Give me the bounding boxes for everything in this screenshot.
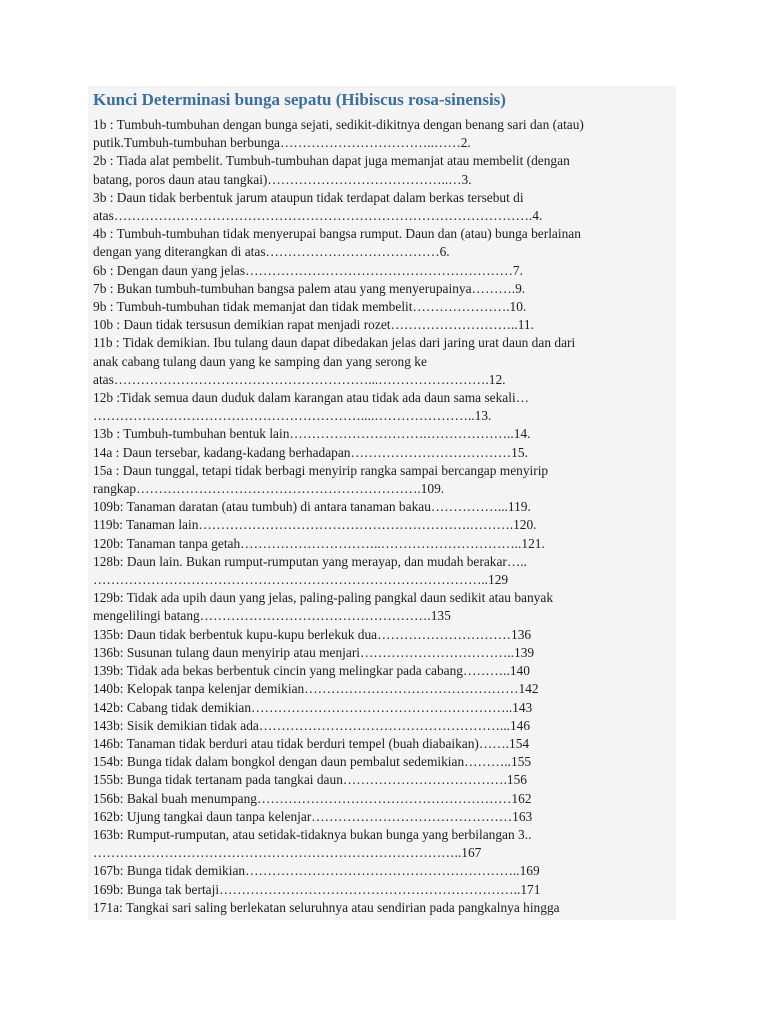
key-entry-continuation: anak cabang tulang daun yang ke samping dan yang serong ke [93,353,427,369]
key-entry [93,425,673,443]
key-entry [93,826,673,862]
key-entry-text: 13b : Tumbuh-tumbuhan bentuk lain………………………….………………..14. [93,426,531,442]
key-entry [93,626,673,644]
key-entry-text: 2b : Tiada alat pembelit. Tumbuh-tumbuhan dapat juga memanjat atau membelit (dengan [93,153,570,169]
key-entry-text: 162b: Ujung tangkai daun tanpa kelenjar………………………………………163 [93,808,533,824]
key-entry [93,298,673,316]
key-entry [93,862,673,880]
key-entry-continuation: ……………………………………………………………………………..129 [93,572,509,588]
key-entry-continuation: ……………………………………………………....…………………..13. [93,408,492,424]
key-entry [93,680,673,698]
key-entry-text: 128b: Daun lain. Bukan rumput-rumputan yang merayap, dan mudah berakar….. [93,553,527,569]
key-entry-text: 119b: Tanaman lain…………………………………………………….……….120. [93,517,537,533]
key-entry-continuation: putik.Tumbuh-tumbuhan berbunga……………………………..……2. [93,135,471,151]
key-entry-text: 135b: Daun tidak berbentuk kupu-kupu berlekuk dua…………………………136 [93,626,532,642]
key-entry [93,899,673,917]
key-entry [93,444,673,462]
key-entry [93,152,673,188]
key-entry-text: 10b : Daun tidak tersusun demikian rapat menjadi rozet………………………..11. [93,317,534,333]
key-entry [93,644,673,662]
key-entry-text: 4b : Tumbuh-tumbuhan tidak menyerupai bangsa rumput. Daun dan (atau) bunga berlainan [93,226,581,242]
key-entry [93,189,673,225]
key-entry [93,535,673,553]
key-entry [93,516,673,534]
key-entry-continuation: ………………………………………………………………………..167 [93,845,482,861]
key-entry [93,116,673,152]
key-entry [93,316,673,334]
key-entry-text: 1b : Tumbuh-tumbuhan dengan bunga sejati, sedikit-dikitnya dengan benang sari dan (atau) [93,117,584,132]
key-entry [93,262,673,280]
key-entry-text: 146b: Tanaman tidak berduri atau tidak berduri tempel (buah diabaikan)…….154 [93,735,530,751]
key-entry-text: 11b : Tidak demikian. Ibu tulang daun dapat dibedakan jelas dari jaring urat daun dan dari [93,335,576,351]
key-entry-text: 139b: Tidak ada bekas berbentuk cincin yang melingkar pada cabang………..140 [93,663,530,679]
key-entry-text: 7b : Bukan tumbuh-tumbuhan bangsa palem atau yang menyerupainya……….9. [93,280,526,296]
key-entry-continuation: atas………………………………………………………………………………….4. [93,208,543,224]
key-entry [93,717,673,735]
document-page [88,86,676,920]
key-entry [93,753,673,771]
key-entry [93,334,673,389]
key-entry [93,589,673,625]
key-entry-text: 14a : Daun tersebar, kadang-kadang berhadapan………………………………15. [93,444,528,460]
key-entry-continuation: mengelilingi batang…………………………………………….135 [93,608,451,624]
key-entry-text: 6b : Dengan daun yang jelas……………………………………………………7. [93,262,523,278]
key-entry-text: 136b: Susunan tulang daun menyirip atau menjari……………………………..139 [93,644,535,660]
key-entry-continuation: atas…………………………………………………...…………………….12. [93,371,506,387]
key-entry [93,790,673,808]
key-entry-text: 167b: Bunga tidak demikian……………………………………………………..169 [93,863,540,879]
key-entry-text: 163b: Rumput-rumputan, atau setidak-tidaknya bukan bunga yang berbilangan 3.. [93,826,532,842]
key-entry [93,389,673,425]
key-entry [93,280,673,298]
key-entry [93,881,673,899]
key-entry-text: 155b: Bunga tidak tertanam pada tangkai daun……………………………….156 [93,772,528,788]
key-entry-text: 142b: Cabang tidak demikian…………………………………………………..143 [93,699,533,715]
key-entry-text: 109b: Tanaman daratan (atau tumbuh) di antara tanaman bakau……………...119. [93,499,531,515]
key-entry-text: 140b: Kelopak tanpa kelenjar demikian…………………………………………142 [93,681,539,697]
key-entry [93,735,673,753]
key-entry-text: 143b: Sisik demikian tidak ada………………………………………………...146 [93,717,531,733]
key-entry-text: 171a: Tangkai sari saling berlekatan seluruhnya atau sendirian pada pangkalnya hingga [93,899,560,915]
determination-key-list [93,116,673,917]
key-entry [93,771,673,789]
key-entry [93,462,673,498]
key-entry-continuation: dengan yang diterangkan di atas…………………………………6. [93,244,450,260]
key-entry [93,553,673,589]
key-entry-text: 156b: Bakal buah menumpang…………………………………………………162 [93,790,532,806]
key-entry [93,699,673,717]
key-entry [93,498,673,516]
key-entry-text: 9b : Tumbuh-tumbuhan tidak memanjat dan tidak membelit………………….10. [93,299,527,315]
key-entry [93,225,673,261]
key-entry [93,808,673,826]
key-entry-text: 154b: Bunga tidak dalam bongkol dengan daun pembalut sedemikian………..155 [93,754,532,770]
key-entry-text: 15a : Daun tunggal, tetapi tidak berbagi menyirip rangka sampai bercangap menyirip [93,462,549,478]
key-entry-text: 129b: Tidak ada upih daun yang jelas, paling-paling pangkal daun sedikit atau banyak [93,590,554,606]
key-entry-continuation: batang, poros daun atau tangkai)…………………………………..…3. [93,171,472,187]
key-entry-text: 3b : Daun tidak berbentuk jarum ataupun tidak terdapat dalam berkas tersebut di [93,189,524,205]
key-entry-text: 12b :Tidak semua daun duduk dalam karangan atau tidak ada daun sama sekali… [93,390,530,406]
key-entry-text: 120b: Tanaman tanpa getah…………………………..…………………………..121. [93,535,545,551]
key-entry-text: 169b: Bunga tak bertaji…………………………………………………………..171 [93,881,541,897]
document-title: Kunci Determinasi bunga sepatu (Hibiscus rosa-sinensis) [93,90,506,109]
key-entry [93,662,673,680]
key-entry-continuation: rangkap……………………………………………………….109. [93,481,445,497]
